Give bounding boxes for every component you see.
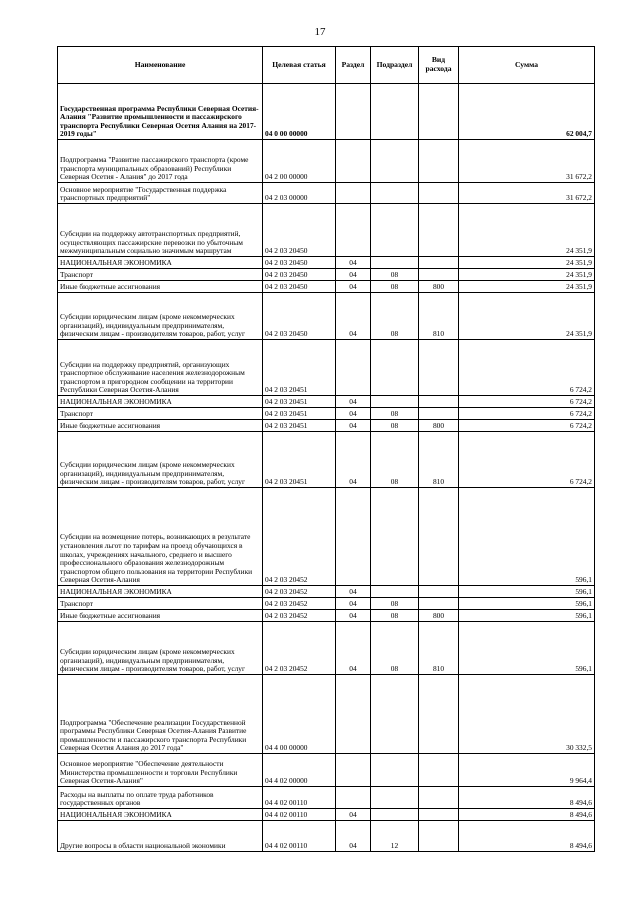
page-number: 17: [314, 26, 326, 38]
cell-podrazdel: 08: [371, 269, 419, 281]
table-header-row: [58, 47, 595, 84]
cell-name: Иные бюджетные ассигнования: [58, 610, 263, 622]
cell-razdel: 04: [336, 610, 371, 622]
cell-podrazdel: [371, 183, 419, 204]
cell-name: Субсидии на возмещение потерь, возникающих в результате установления льгот по тарифам на проезд обучающихся в школах, учреждениях начального, среднего и высшего профессионального образования железнодорожным транспортом общего пользования на территории Республики Северная Осетия-Алания: [58, 488, 263, 586]
cell-sum: 6 724,2: [459, 432, 595, 488]
cell-sum: 6 724,2: [459, 396, 595, 408]
table-row: [58, 420, 595, 432]
cell-sum: 31 672,2: [459, 140, 595, 183]
cell-vid: [419, 821, 459, 852]
cell-podrazdel: 08: [371, 432, 419, 488]
cell-target: 04 2 03 20452: [263, 598, 336, 610]
cell-target: 04 2 03 20452: [263, 622, 336, 675]
column-header-target: Целевая статья: [263, 47, 336, 84]
cell-razdel: [336, 140, 371, 183]
cell-target: 04 2 03 00000: [263, 183, 336, 204]
cell-target: 04 2 03 20451: [263, 420, 336, 432]
cell-sum: 596,1: [459, 598, 595, 610]
cell-razdel: 04: [336, 432, 371, 488]
cell-vid: [419, 140, 459, 183]
cell-razdel: 04: [336, 396, 371, 408]
cell-vid: [419, 787, 459, 809]
cell-target: 04 4 02 00000: [263, 754, 336, 787]
cell-target: 04 2 03 20450: [263, 204, 336, 257]
cell-podrazdel: 08: [371, 293, 419, 340]
cell-name: Подпрограмма "Развитие пассажирского транспорта (кроме транспорта муниципальных образований) Республики Северная Осетия - Алания" до 2017 года: [58, 140, 263, 183]
table-row: [58, 269, 595, 281]
cell-podrazdel: [371, 340, 419, 396]
table-row: [58, 754, 595, 787]
cell-target: 04 0 00 00000: [263, 84, 336, 140]
cell-podrazdel: [371, 809, 419, 821]
cell-vid: 800: [419, 610, 459, 622]
cell-vid: [419, 586, 459, 598]
table-row: [58, 787, 595, 809]
cell-target: 04 2 03 20452: [263, 488, 336, 586]
cell-podrazdel: 08: [371, 622, 419, 675]
cell-sum: 8 494,6: [459, 809, 595, 821]
cell-sum: 596,1: [459, 586, 595, 598]
cell-vid: [419, 488, 459, 586]
cell-vid: [419, 408, 459, 420]
cell-target: 04 4 02 00110: [263, 809, 336, 821]
cell-vid: [419, 183, 459, 204]
cell-podrazdel: [371, 396, 419, 408]
cell-name: НАЦИОНАЛЬНАЯ ЭКОНОМИКА: [58, 257, 263, 269]
cell-vid: 810: [419, 432, 459, 488]
table-row: [58, 432, 595, 488]
cell-vid: 800: [419, 281, 459, 293]
cell-name: Иные бюджетные ассигнования: [58, 281, 263, 293]
cell-razdel: 04: [336, 293, 371, 340]
cell-razdel: 04: [336, 598, 371, 610]
cell-name: Субсидии юридическим лицам (кроме некоммерческих организаций), индивидуальным предпринимателям, физическим лицам - производителям товаров, работ, услуг: [58, 293, 263, 340]
cell-target: 04 2 03 20450: [263, 281, 336, 293]
cell-sum: 24 351,9: [459, 204, 595, 257]
cell-target: 04 2 03 20450: [263, 293, 336, 340]
column-header-sum: Сумма: [459, 47, 595, 84]
cell-name: Субсидии юридическим лицам (кроме некоммерческих организаций), индивидуальным предпринимателям, физическим лицам - производителям товаров, работ, услуг: [58, 432, 263, 488]
cell-target: 04 2 03 20451: [263, 432, 336, 488]
budget-table: [57, 46, 595, 852]
cell-sum: 62 004,7: [459, 84, 595, 140]
cell-podrazdel: [371, 787, 419, 809]
cell-podrazdel: [371, 754, 419, 787]
table-row: [58, 675, 595, 754]
cell-name: Субсидии на поддержку автотранспортных предприятий, осуществляющих пассажирские перевозки по убыточным межмуниципальным социально значимым маршрутам: [58, 204, 263, 257]
cell-sum: 24 351,9: [459, 293, 595, 340]
cell-vid: [419, 204, 459, 257]
cell-target: 04 2 03 20452: [263, 610, 336, 622]
cell-vid: 810: [419, 293, 459, 340]
table-row: [58, 610, 595, 622]
cell-sum: 9 964,4: [459, 754, 595, 787]
cell-name: НАЦИОНАЛЬНАЯ ЭКОНОМИКА: [58, 586, 263, 598]
cell-podrazdel: [371, 84, 419, 140]
cell-name: Расходы на выплаты по оплате труда работников государственных органов: [58, 787, 263, 809]
cell-razdel: 04: [336, 809, 371, 821]
cell-podrazdel: 08: [371, 610, 419, 622]
cell-podrazdel: 08: [371, 420, 419, 432]
cell-name: Иные бюджетные ассигнования: [58, 420, 263, 432]
cell-vid: [419, 396, 459, 408]
cell-razdel: 04: [336, 622, 371, 675]
cell-target: 04 2 03 20451: [263, 408, 336, 420]
cell-name: НАЦИОНАЛЬНАЯ ЭКОНОМИКА: [58, 809, 263, 821]
cell-podrazdel: 08: [371, 408, 419, 420]
cell-razdel: 04: [336, 420, 371, 432]
cell-podrazdel: [371, 140, 419, 183]
table-row: [58, 140, 595, 183]
table-row: [58, 340, 595, 396]
table-row: [58, 183, 595, 204]
cell-vid: 810: [419, 622, 459, 675]
cell-podrazdel: 12: [371, 821, 419, 852]
cell-razdel: [336, 675, 371, 754]
cell-podrazdel: [371, 204, 419, 257]
cell-sum: 8 494,6: [459, 821, 595, 852]
table-row: [58, 586, 595, 598]
cell-razdel: [336, 340, 371, 396]
cell-target: 04 4 02 00110: [263, 787, 336, 809]
cell-razdel: 04: [336, 408, 371, 420]
cell-podrazdel: [371, 257, 419, 269]
cell-name: Транспорт: [58, 598, 263, 610]
table-row: [58, 821, 595, 852]
cell-razdel: [336, 787, 371, 809]
cell-vid: [419, 754, 459, 787]
cell-razdel: 04: [336, 281, 371, 293]
column-header-name: Наименование: [58, 47, 263, 84]
cell-vid: [419, 340, 459, 396]
cell-podrazdel: [371, 586, 419, 598]
cell-podrazdel: 08: [371, 598, 419, 610]
cell-name: Основное мероприятие "Обеспечение деятельности Министерства промышленности и торговли Республики Северная Осетия-Алания": [58, 754, 263, 787]
cell-name: Государственная программа Республики Северная Осетия-Алания "Развитие промышленности и пассажирского транспорта Республики Северная Осетия Алания на 2017-2019 годы": [58, 84, 263, 140]
cell-vid: [419, 257, 459, 269]
cell-target: 04 4 02 00110: [263, 821, 336, 852]
cell-razdel: [336, 84, 371, 140]
table-row: [58, 396, 595, 408]
cell-target: 04 2 03 20452: [263, 586, 336, 598]
cell-sum: 596,1: [459, 622, 595, 675]
cell-sum: 596,1: [459, 610, 595, 622]
table-row: [58, 622, 595, 675]
table-row: [58, 84, 595, 140]
cell-vid: [419, 269, 459, 281]
column-header-vid: Вид расхода: [419, 47, 459, 84]
cell-name: Транспорт: [58, 269, 263, 281]
cell-sum: 6 724,2: [459, 420, 595, 432]
column-header-podrazdel: Подраздел: [371, 47, 419, 84]
table-row: [58, 408, 595, 420]
cell-razdel: 04: [336, 821, 371, 852]
cell-vid: 800: [419, 420, 459, 432]
cell-sum: 596,1: [459, 488, 595, 586]
cell-vid: [419, 598, 459, 610]
cell-target: 04 4 00 00000: [263, 675, 336, 754]
table-row: [58, 257, 595, 269]
table-row: [58, 293, 595, 340]
column-header-razdel: Раздел: [336, 47, 371, 84]
cell-target: 04 2 03 20450: [263, 269, 336, 281]
cell-sum: 24 351,9: [459, 269, 595, 281]
table-row: [58, 809, 595, 821]
cell-sum: 8 494,6: [459, 787, 595, 809]
cell-name: НАЦИОНАЛЬНАЯ ЭКОНОМИКА: [58, 396, 263, 408]
cell-vid: [419, 84, 459, 140]
cell-sum: 24 351,9: [459, 257, 595, 269]
cell-name: Подпрограмма "Обеспечение реализации Государственной программы Республики Северная Осетия-Алания Развитие промышленности и пассажирского транспорта Республики Северная Осетия Алания до 2017 года": [58, 675, 263, 754]
cell-sum: 6 724,2: [459, 340, 595, 396]
cell-target: 04 2 03 20450: [263, 257, 336, 269]
cell-podrazdel: [371, 675, 419, 754]
cell-podrazdel: [371, 488, 419, 586]
cell-name: Основное мероприятие "Государственная поддержка транспортных предприятий": [58, 183, 263, 204]
table-row: [58, 281, 595, 293]
table-row: [58, 598, 595, 610]
cell-razdel: [336, 204, 371, 257]
cell-vid: [419, 675, 459, 754]
cell-name: Субсидии на поддержку предприятий, организующих транспортное обслуживание населения железнодорожным транспортом в пригородном сообщении на территории Республики Северная Осетия-Алания: [58, 340, 263, 396]
cell-target: 04 2 00 00000: [263, 140, 336, 183]
table-row: [58, 488, 595, 586]
cell-target: 04 2 03 20451: [263, 396, 336, 408]
cell-razdel: 04: [336, 586, 371, 598]
cell-name: Субсидии юридическим лицам (кроме некоммерческих организаций), индивидуальным предпринимателям, физическим лицам - производителям товаров, работ, услуг: [58, 622, 263, 675]
cell-sum: 6 724,2: [459, 408, 595, 420]
cell-sum: 31 672,2: [459, 183, 595, 204]
cell-podrazdel: 08: [371, 281, 419, 293]
cell-razdel: 04: [336, 269, 371, 281]
cell-vid: [419, 809, 459, 821]
table-row: [58, 204, 595, 257]
cell-name: Транспорт: [58, 408, 263, 420]
cell-razdel: [336, 488, 371, 586]
cell-sum: 24 351,9: [459, 281, 595, 293]
cell-target: 04 2 03 20451: [263, 340, 336, 396]
cell-razdel: [336, 183, 371, 204]
cell-razdel: 04: [336, 257, 371, 269]
cell-razdel: [336, 754, 371, 787]
cell-name: Другие вопросы в области национальной экономики: [58, 821, 263, 852]
cell-sum: 30 332,5: [459, 675, 595, 754]
